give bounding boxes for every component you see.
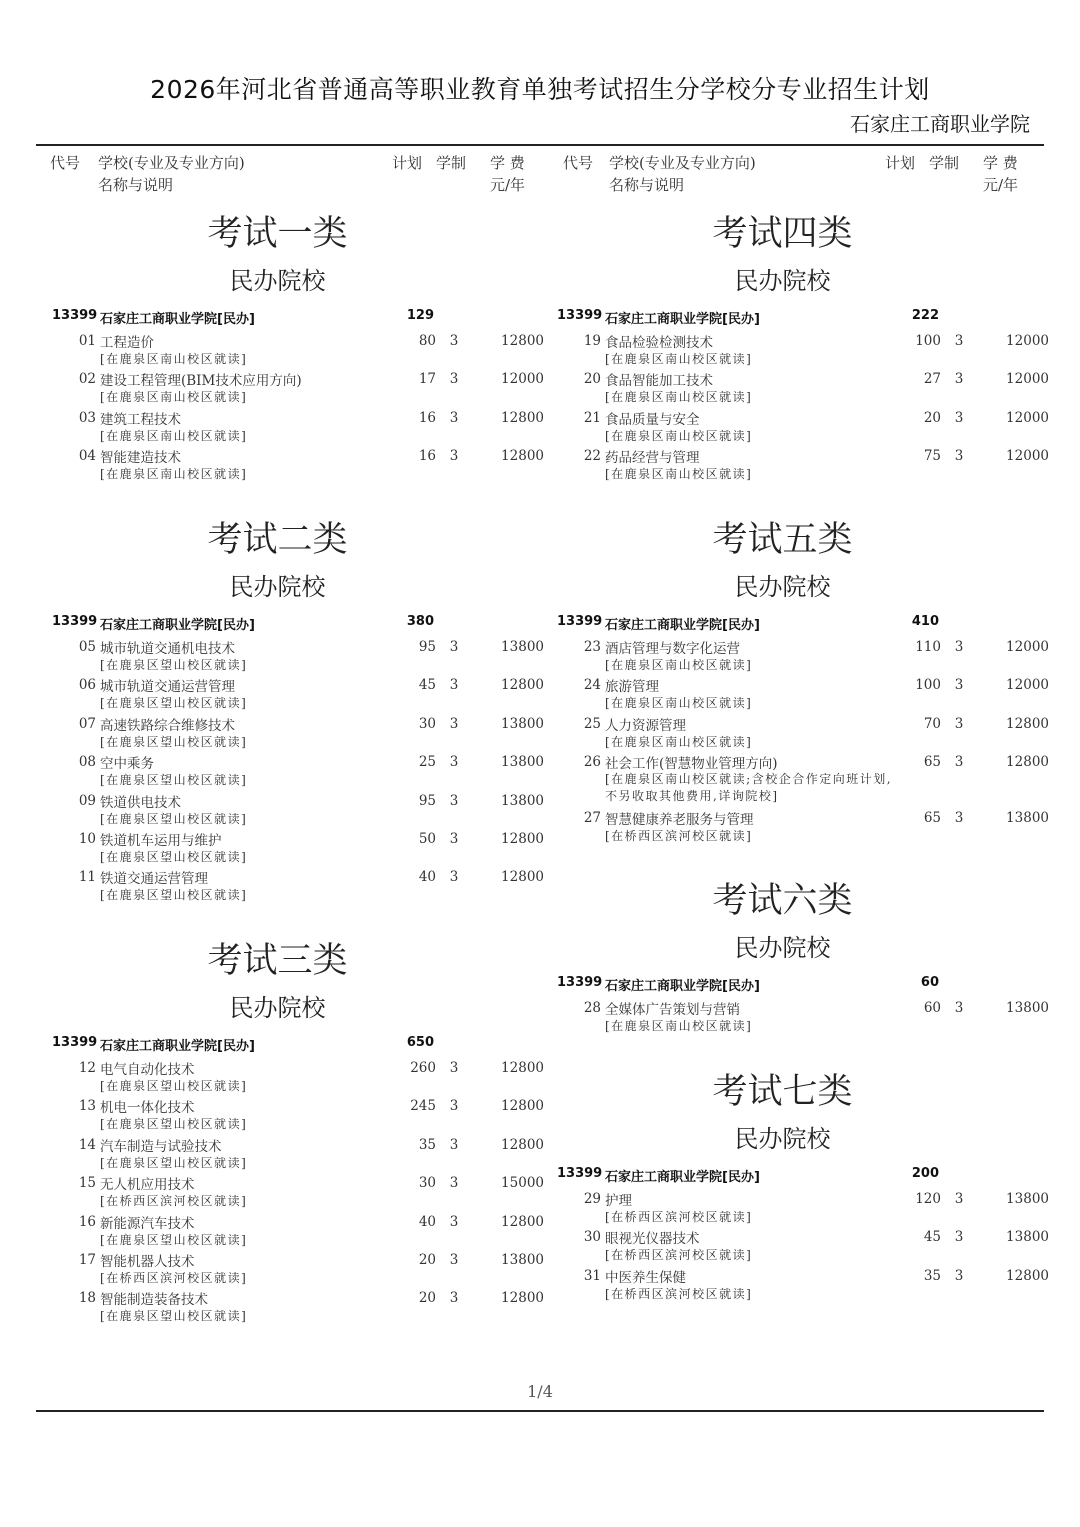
program-number: 15 — [78, 1175, 96, 1192]
program-number: 19 — [583, 333, 601, 349]
program-row — [40, 675, 544, 713]
header-fee-1: 学 费 — [983, 154, 1018, 172]
program-note: [在鹿泉区望山校区就读] — [100, 888, 248, 903]
school-row — [545, 966, 1045, 998]
program-plan: 27 — [923, 371, 941, 388]
section-subtitle: 民办院校 — [229, 267, 326, 295]
program-fee: 13800 — [501, 792, 544, 809]
program-number: 14 — [78, 1136, 96, 1153]
program-plan: 17 — [418, 371, 436, 388]
program-duration: 3 — [449, 1175, 459, 1192]
program-note: [在鹿泉区南山校区就读] — [100, 352, 248, 366]
program-duration: 3 — [954, 409, 964, 426]
school-plan: 60 — [920, 975, 939, 990]
program-row — [40, 714, 544, 752]
program-name: 社会工作(智慧物业管理方向) — [605, 756, 778, 773]
program-name: 智慧健康养老服务与管理 — [605, 812, 754, 829]
program-row — [545, 408, 1049, 446]
program-plan: 60 — [923, 1000, 941, 1016]
school-plan: 200 — [911, 1166, 939, 1181]
program-plan: 20 — [418, 1251, 436, 1268]
program-fee: 12000 — [1006, 371, 1049, 388]
program-fee: 15000 — [501, 1175, 544, 1192]
program-number: 10 — [78, 830, 96, 847]
school-code: 13399 — [52, 308, 98, 323]
program-note: [在鹿泉区南山校区就读] — [605, 1019, 753, 1033]
program-row — [545, 637, 1049, 675]
program-number: 08 — [78, 754, 96, 771]
program-name: 铁道交通运营管理 — [100, 871, 208, 888]
program-number: 20 — [583, 371, 601, 388]
program-plan: 30 — [418, 1175, 436, 1192]
program-number: 22 — [583, 448, 601, 465]
program-plan: 75 — [923, 448, 941, 465]
school-name: 石家庄工商职业学院[民办] — [605, 1170, 760, 1185]
section-title: 考试一类 — [207, 214, 348, 254]
school-name: 石家庄工商职业学院[民办] — [100, 618, 255, 633]
program-fee: 13800 — [501, 639, 544, 655]
page-title: 2026年河北省普通高等职业教育单独考试招生分学校分专业招生计划 — [150, 75, 930, 104]
program-note: [在鹿泉区南山校区就读] — [605, 352, 753, 366]
program-number: 07 — [78, 715, 96, 732]
program-row — [40, 1096, 544, 1134]
program-name: 智能制造装备技术 — [100, 1292, 208, 1309]
program-plan: 260 — [410, 1060, 436, 1076]
program-fee: 12800 — [1006, 1267, 1049, 1284]
program-duration: 3 — [954, 639, 964, 655]
exam-section — [40, 205, 544, 485]
program-name: 食品检验检测技术 — [605, 335, 713, 351]
program-number: 31 — [583, 1267, 601, 1284]
section-title: 考试二类 — [207, 520, 348, 560]
program-note: [在鹿泉区望山校区就读] — [100, 1117, 248, 1132]
program-number: 04 — [78, 448, 96, 465]
program-plan: 45 — [923, 1229, 941, 1246]
program-fee: 12000 — [1006, 409, 1049, 426]
program-row — [40, 1250, 544, 1288]
program-number: 03 — [78, 409, 96, 426]
program-number: 25 — [583, 715, 601, 732]
program-name: 城市轨道交通机电技术 — [100, 641, 235, 657]
program-row — [40, 369, 544, 407]
program-plan: 110 — [915, 639, 941, 655]
header-code: 代号 — [50, 154, 81, 172]
program-plan: 40 — [418, 869, 436, 886]
program-plan: 25 — [418, 754, 436, 771]
school-plan: 129 — [406, 308, 434, 323]
program-duration: 3 — [954, 371, 964, 388]
program-duration: 3 — [449, 409, 459, 426]
school-row — [40, 299, 540, 331]
program-name: 城市轨道交通运营管理 — [100, 679, 235, 696]
program-row — [545, 808, 1049, 846]
top-rule — [36, 144, 1044, 146]
program-name: 空中乘务 — [100, 756, 154, 773]
program-row — [545, 369, 1049, 407]
right-column-header — [563, 152, 1043, 196]
program-name: 机电一体化技术 — [100, 1100, 195, 1117]
program-number: 18 — [78, 1290, 96, 1307]
program-plan: 30 — [418, 715, 436, 732]
program-number: 17 — [78, 1251, 96, 1268]
school-name: 石家庄工商职业学院[民办] — [605, 979, 760, 994]
program-fee: 12800 — [1006, 715, 1049, 732]
exam-section — [40, 932, 544, 1327]
program-note: [在鹿泉区望山校区就读] — [100, 1309, 248, 1324]
school-name: 石家庄工商职业学院[民办] — [605, 618, 760, 633]
header-fee-2: 元/年 — [983, 176, 1019, 194]
program-number: 09 — [78, 792, 96, 809]
program-fee: 12000 — [1006, 448, 1049, 465]
program-number: 26 — [583, 754, 601, 771]
program-number: 28 — [583, 1000, 601, 1016]
program-note: [在鹿泉区南山校区就读] — [100, 390, 248, 405]
program-fee: 12800 — [501, 1213, 544, 1230]
program-name: 眼视光仪器技术 — [605, 1231, 700, 1248]
program-duration: 3 — [954, 715, 964, 732]
program-duration: 3 — [954, 448, 964, 465]
bottom-rule — [36, 1410, 1044, 1412]
program-number: 16 — [78, 1213, 96, 1230]
program-row — [40, 1173, 544, 1211]
program-fee: 13800 — [501, 715, 544, 732]
program-fee: 12000 — [1006, 677, 1049, 694]
school-name: 石家庄工商职业学院[民办] — [100, 312, 255, 327]
program-note: [在鹿泉区南山校区就读] — [605, 467, 753, 482]
program-row — [40, 408, 544, 446]
program-row — [545, 714, 1049, 752]
program-note: [在鹿泉区望山校区就读] — [100, 811, 248, 826]
program-number: 11 — [78, 869, 96, 886]
program-fee: 12800 — [501, 830, 544, 847]
section-subtitle: 民办院校 — [734, 1125, 831, 1153]
school-code: 13399 — [557, 614, 603, 629]
program-fee: 13800 — [501, 1251, 544, 1268]
program-name: 智能建造技术 — [100, 450, 181, 467]
program-duration: 3 — [449, 1136, 459, 1153]
school-plan: 380 — [406, 614, 434, 629]
header-duration: 学制 — [436, 154, 467, 172]
program-duration: 3 — [449, 333, 459, 349]
program-plan: 80 — [418, 333, 436, 349]
program-fee: 12000 — [1006, 639, 1049, 655]
school-code: 13399 — [557, 1166, 603, 1181]
program-note: [在鹿泉区望山校区就读] — [100, 696, 248, 711]
header-plan: 计划 — [392, 154, 423, 172]
program-fee: 13800 — [1006, 1000, 1049, 1016]
program-plan: 35 — [418, 1136, 436, 1153]
program-row — [40, 446, 544, 484]
program-duration: 3 — [954, 1229, 964, 1246]
program-row — [40, 791, 544, 829]
program-fee: 12800 — [501, 1060, 544, 1076]
program-number: 23 — [583, 639, 601, 655]
program-plan: 100 — [915, 677, 941, 694]
school-code: 13399 — [52, 1035, 98, 1050]
program-name: 建筑工程技术 — [100, 411, 181, 428]
program-name: 新能源汽车技术 — [100, 1215, 195, 1232]
program-note: [在桥西区滨河校区就读] — [100, 1270, 248, 1285]
header-school-2: 名称与说明 — [98, 176, 174, 194]
program-number: 06 — [78, 677, 96, 694]
program-row — [545, 1266, 1049, 1304]
program-note: [在桥西区滨河校区就读] — [605, 1248, 753, 1263]
program-note: [在鹿泉区南山校区就读] — [100, 428, 248, 443]
program-number: 05 — [78, 639, 96, 655]
program-number: 30 — [583, 1229, 601, 1246]
program-plan: 35 — [923, 1267, 941, 1284]
program-row — [545, 675, 1049, 713]
program-number: 12 — [78, 1060, 96, 1076]
program-fee: 12000 — [501, 371, 544, 388]
program-duration: 3 — [954, 677, 964, 694]
school-row — [545, 605, 1045, 637]
program-duration: 3 — [954, 333, 964, 349]
program-note: [在鹿泉区南山校区就读] — [605, 390, 753, 405]
program-note: [在桥西区滨河校区就读] — [605, 829, 753, 844]
program-duration: 3 — [449, 1213, 459, 1230]
program-fee: 12800 — [501, 1136, 544, 1153]
program-row — [545, 446, 1049, 484]
program-plan: 65 — [923, 754, 941, 771]
section-subtitle: 民办院校 — [734, 573, 831, 601]
program-row — [545, 1189, 1049, 1227]
header-duration: 学制 — [929, 154, 960, 172]
section-subtitle: 民办院校 — [734, 267, 831, 295]
program-duration: 3 — [449, 754, 459, 771]
program-plan: 70 — [923, 715, 941, 732]
section-title: 考试七类 — [712, 1072, 853, 1112]
school-subtitle: 石家庄工商职业学院 — [850, 112, 1030, 136]
program-note: [在鹿泉区望山校区就读] — [100, 734, 248, 749]
program-name: 无人机应用技术 — [100, 1177, 195, 1194]
exam-section — [545, 1063, 1049, 1304]
program-row — [40, 637, 544, 675]
header-plan: 计划 — [885, 154, 916, 172]
program-duration: 3 — [449, 1290, 459, 1307]
exam-section — [40, 511, 544, 906]
program-duration: 3 — [449, 1251, 459, 1268]
program-name: 汽车制造与试验技术 — [100, 1138, 222, 1155]
program-fee: 12800 — [501, 333, 544, 349]
header-code: 代号 — [563, 154, 594, 172]
program-fee: 12800 — [1006, 754, 1049, 771]
program-plan: 100 — [915, 333, 941, 349]
exam-section — [545, 205, 1049, 485]
program-fee: 13800 — [1006, 1191, 1049, 1207]
program-name: 铁道供电技术 — [100, 794, 181, 811]
section-title: 考试三类 — [207, 941, 348, 981]
program-note: [在鹿泉区望山校区就读] — [100, 1232, 248, 1247]
program-duration: 3 — [449, 715, 459, 732]
program-plan: 16 — [418, 448, 436, 465]
program-name: 中医养生保健 — [605, 1269, 686, 1286]
program-note: [在鹿泉区望山校区就读] — [100, 658, 248, 672]
program-note: [在桥西区滨河校区就读] — [605, 1210, 753, 1224]
program-name: 电气自动化技术 — [100, 1062, 195, 1078]
program-row — [40, 829, 544, 867]
section-subtitle: 民办院校 — [229, 994, 326, 1022]
program-name: 铁道机车运用与维护 — [100, 832, 222, 849]
program-duration: 3 — [449, 639, 459, 655]
program-number: 29 — [583, 1191, 601, 1207]
program-number: 13 — [78, 1098, 96, 1115]
program-name: 建设工程管理(BIM技术应用方向) — [100, 373, 302, 390]
program-note: [在鹿泉区望山校区就读] — [100, 1079, 248, 1093]
program-fee: 12800 — [501, 448, 544, 465]
school-row — [545, 299, 1045, 331]
program-duration: 3 — [449, 869, 459, 886]
program-plan: 120 — [915, 1191, 941, 1207]
program-name: 智能机器人技术 — [100, 1253, 195, 1270]
header-fee-1: 学 费 — [490, 154, 525, 172]
program-name: 酒店管理与数字化运营 — [605, 641, 740, 657]
program-number: 01 — [78, 333, 96, 349]
program-fee: 12000 — [1006, 333, 1049, 349]
program-note: [在鹿泉区南山校区就读] — [605, 696, 753, 711]
program-note: [在鹿泉区望山校区就读] — [100, 849, 248, 864]
program-row — [40, 752, 544, 790]
program-fee: 12800 — [501, 409, 544, 426]
program-note: [在鹿泉区南山校区就读] — [605, 658, 753, 672]
program-plan: 45 — [418, 677, 436, 694]
page-number: 1/4 — [527, 1382, 553, 1401]
section-subtitle: 民办院校 — [229, 573, 326, 601]
school-plan: 222 — [911, 308, 939, 323]
program-duration: 3 — [449, 830, 459, 847]
program-row — [40, 1212, 544, 1250]
program-duration: 3 — [449, 371, 459, 388]
header-school-1: 学校(专业及专业方向) — [98, 154, 245, 172]
program-plan: 20 — [923, 409, 941, 426]
school-code: 13399 — [557, 975, 603, 990]
program-note: [在鹿泉区望山校区就读] — [100, 773, 248, 788]
school-code: 13399 — [52, 614, 98, 629]
school-plan: 410 — [911, 614, 939, 629]
program-name: 药品经营与管理 — [605, 450, 700, 467]
section-subtitle: 民办院校 — [734, 934, 831, 962]
program-name: 工程造价 — [100, 335, 154, 351]
program-duration: 3 — [449, 1060, 459, 1076]
program-plan: 65 — [923, 810, 941, 827]
program-row — [545, 1227, 1049, 1265]
school-plan: 650 — [406, 1035, 434, 1050]
program-duration: 3 — [954, 1000, 964, 1016]
program-plan: 95 — [418, 792, 436, 809]
program-note: [在桥西区滨河校区就读] — [100, 1194, 248, 1209]
program-number: 27 — [583, 810, 601, 827]
program-name: 食品智能加工技术 — [605, 373, 713, 390]
section-title: 考试五类 — [712, 520, 853, 560]
school-row — [40, 605, 540, 637]
program-plan: 20 — [418, 1290, 436, 1307]
program-fee: 12800 — [501, 677, 544, 694]
program-name: 高速铁路综合维修技术 — [100, 717, 235, 734]
header-school-2: 名称与说明 — [609, 176, 685, 194]
program-fee: 12800 — [501, 1290, 544, 1307]
program-number: 02 — [78, 371, 96, 388]
section-title: 考试四类 — [712, 214, 853, 254]
program-name: 食品质量与安全 — [605, 411, 700, 428]
school-name: 石家庄工商职业学院[民办] — [100, 1039, 255, 1054]
program-note: [在鹿泉区望山校区就读] — [100, 1155, 248, 1170]
program-name: 旅游管理 — [605, 679, 659, 696]
program-duration: 3 — [449, 792, 459, 809]
exam-section — [545, 872, 1049, 1036]
program-number: 21 — [583, 409, 601, 426]
section-title: 考试六类 — [712, 881, 853, 921]
program-plan: 16 — [418, 409, 436, 426]
program-duration: 3 — [954, 754, 964, 771]
program-plan: 95 — [418, 639, 436, 655]
program-name: 全媒体广告策划与营销 — [605, 1002, 740, 1018]
program-plan: 50 — [418, 830, 436, 847]
program-row — [40, 331, 544, 369]
header-school-1: 学校(专业及专业方向) — [609, 154, 756, 172]
program-row — [40, 867, 544, 905]
program-fee: 13800 — [1006, 1229, 1049, 1246]
program-plan: 40 — [418, 1213, 436, 1230]
exam-section — [545, 511, 1049, 847]
program-row — [40, 1288, 544, 1326]
program-fee: 13800 — [1006, 810, 1049, 827]
program-note: [在鹿泉区南山校区就读] — [605, 734, 753, 749]
program-note: [在鹿泉区南山校区就读] — [605, 428, 753, 443]
program-duration: 3 — [449, 1098, 459, 1115]
program-plan: 245 — [410, 1098, 436, 1115]
program-duration: 3 — [954, 1267, 964, 1284]
program-name: 人力资源管理 — [605, 717, 686, 734]
program-row — [545, 998, 1049, 1036]
program-note: [在桥西区滨河校区就读] — [605, 1286, 753, 1301]
program-fee: 13800 — [501, 754, 544, 771]
school-name: 石家庄工商职业学院[民办] — [605, 312, 760, 327]
school-code: 13399 — [557, 308, 603, 323]
program-fee: 12800 — [501, 869, 544, 886]
program-duration: 3 — [449, 448, 459, 465]
school-row — [40, 1026, 540, 1058]
program-row — [545, 331, 1049, 369]
program-fee: 12800 — [501, 1098, 544, 1115]
school-row — [545, 1157, 1045, 1189]
program-row — [40, 1058, 544, 1096]
program-name: 护理 — [605, 1193, 632, 1209]
program-duration: 3 — [954, 1191, 964, 1207]
program-duration: 3 — [954, 810, 964, 827]
program-note: [在鹿泉区南山校区就读] — [100, 467, 248, 482]
program-row — [545, 752, 1049, 808]
program-duration: 3 — [449, 677, 459, 694]
program-number: 24 — [583, 677, 601, 694]
program-row — [40, 1135, 544, 1173]
header-fee-2: 元/年 — [490, 176, 526, 194]
program-note: [在鹿泉区南山校区就读;含校企合作定向班计划,不另收取其他费用,详询院校] — [605, 772, 893, 804]
left-column-header — [50, 152, 550, 196]
